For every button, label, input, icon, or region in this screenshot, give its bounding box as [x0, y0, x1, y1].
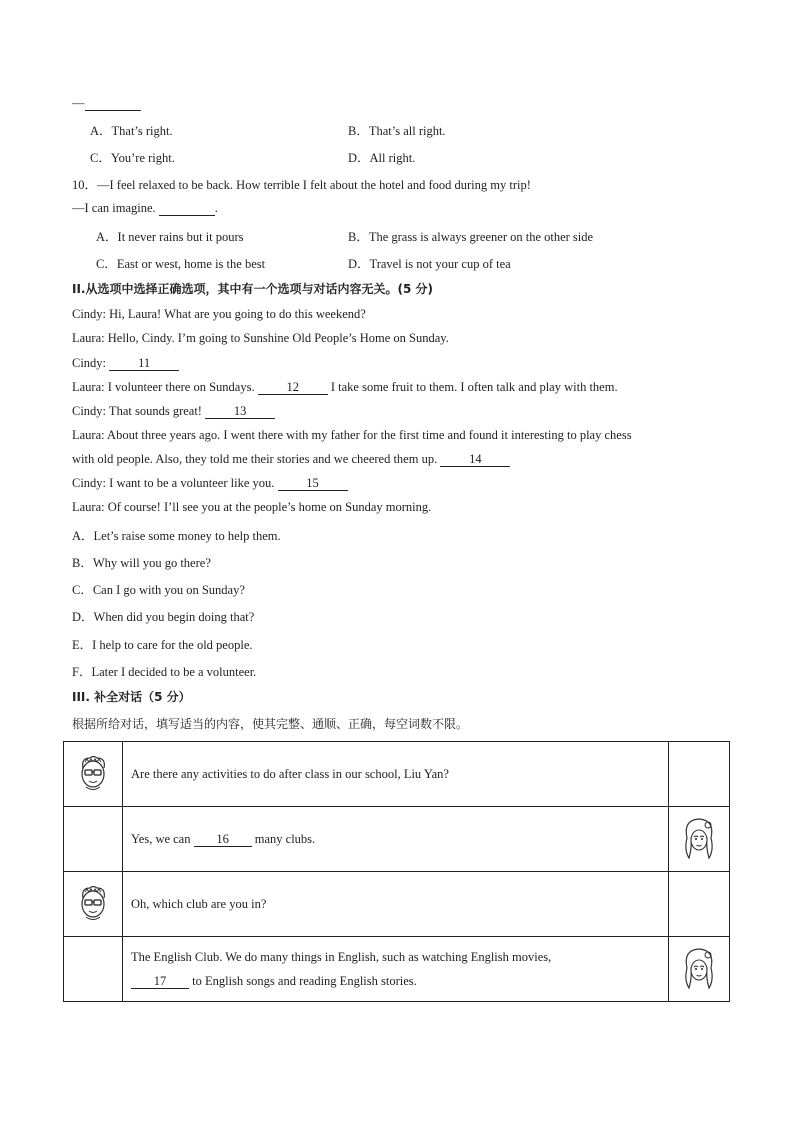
q9-option-c[interactable]: C．You’re right.: [90, 151, 175, 165]
dialog-text: Yes, we can: [131, 832, 194, 846]
dialog-line-r2: [123, 807, 669, 872]
q10-period: .: [214, 201, 218, 215]
dialog-line-8: [72, 476, 348, 491]
dialog-table: [63, 741, 730, 1002]
q10-blank[interactable]: [159, 201, 215, 216]
blank-11[interactable]: 11: [109, 356, 179, 371]
blank-12[interactable]: 12: [258, 380, 328, 395]
q10-option-b[interactable]: B．The grass is always greener on the other side: [348, 230, 594, 244]
blank-17[interactable]: 17: [131, 974, 189, 989]
dialog-line-r3: Oh, which club are you in?: [123, 872, 669, 937]
girl-avatar-cell: [669, 807, 730, 872]
section3-instruction: 根据所给对话，填写适当的内容，使其完整、通顺、正确，每空词数不限。: [72, 717, 469, 731]
q10-option-a[interactable]: A．It never rains but it pours: [96, 230, 244, 244]
q10-answer-line: [72, 201, 218, 216]
empty-cell: [64, 807, 123, 872]
dialog-text: to English songs and reading English stories.: [189, 974, 417, 988]
girl-avatar-icon: [681, 946, 717, 992]
option-b[interactable]: B．Why will you go there?: [72, 556, 211, 570]
dialog-text: The English Club. We do many things in English, such as watching English movies,: [131, 950, 552, 964]
q10-response: —I can imagine.: [72, 201, 159, 215]
dialog-line-r1: Are there any activities to do after class in our school, Liu Yan?: [123, 742, 669, 807]
table-row: [64, 937, 730, 1002]
table-row: [64, 872, 730, 937]
option-d[interactable]: D．When did you begin doing that?: [72, 610, 255, 624]
q9-dash: —: [72, 96, 85, 110]
dialog-line-3: [72, 356, 179, 371]
girl-avatar-cell: [669, 937, 730, 1002]
dialog-line-9: Laura: Of course! I’ll see you at the people’s home on Sunday morning.: [72, 500, 432, 514]
dialog-text: many clubs.: [251, 832, 316, 846]
dialog-line-7: [72, 452, 510, 467]
option-e[interactable]: E．I help to care for the old people.: [72, 638, 253, 652]
q9-answer-line: [72, 96, 141, 111]
q10-question: 10．—I feel relaxed to be back. How terrible I felt about the hotel and food during my trip!: [72, 178, 531, 192]
option-f[interactable]: F．Later I decided to be a volunteer.: [72, 665, 257, 679]
dialog-text: Laura: I volunteer there on Sundays.: [72, 380, 258, 394]
dialog-text-line2: [131, 969, 668, 993]
q10-option-d[interactable]: D．Travel is not your cup of tea: [348, 257, 511, 271]
boy-avatar-icon: [76, 754, 110, 794]
option-a[interactable]: A．Let’s raise some money to help them.: [72, 529, 281, 543]
blank-16[interactable]: 16: [194, 832, 252, 847]
q9-option-d[interactable]: D．All right.: [348, 151, 416, 165]
q9-option-b[interactable]: B．That’s all right.: [348, 124, 446, 138]
boy-avatar-cell: [64, 742, 123, 807]
boy-avatar-icon: [76, 884, 110, 924]
dialog-text: with old people. Also, they told me their stories and we cheered them up.: [72, 452, 441, 466]
section3-heading: III. 补全对话（5 分）: [72, 690, 191, 704]
dialog-speaker: Cindy:: [72, 356, 110, 370]
q9-option-a[interactable]: A．That’s right.: [90, 124, 173, 138]
option-c[interactable]: C．Can I go with you on Sunday?: [72, 583, 245, 597]
dialog-line-2: Laura: Hello, Cindy. I’m going to Sunshine Old People’s Home on Sunday.: [72, 331, 449, 345]
dialog-text: I take some fruit to them. I often talk and play with them.: [327, 380, 618, 394]
blank-15[interactable]: 15: [278, 476, 348, 491]
dialog-line-4: [72, 380, 618, 395]
dialog-line-1: Cindy: Hi, Laura! What are you going to do this weekend?: [72, 307, 366, 321]
empty-cell: [64, 937, 123, 1002]
girl-avatar-icon: [681, 816, 717, 862]
blank-14[interactable]: 14: [440, 452, 510, 467]
dialog-line-6: Laura: About three years ago. I went there with my father for the first time and found it interesting to play chess: [72, 428, 632, 442]
section2-heading: II.从选项中选择正确选项，其中有一个选项与对话内容无关。(5 分): [72, 282, 433, 296]
dialog-text: Cindy: That sounds great!: [72, 404, 206, 418]
blank-13[interactable]: 13: [205, 404, 275, 419]
empty-cell: [669, 872, 730, 937]
table-row: [64, 742, 730, 807]
dialog-line-r4: [123, 937, 669, 1002]
q10-option-c[interactable]: C．East or west, home is the best: [96, 257, 266, 271]
empty-cell: [669, 742, 730, 807]
dialog-text: Cindy: I want to be a volunteer like you.: [72, 476, 278, 490]
dialog-line-5: [72, 404, 275, 419]
boy-avatar-cell: [64, 872, 123, 937]
q9-blank[interactable]: [85, 96, 141, 111]
table-row: [64, 807, 730, 872]
